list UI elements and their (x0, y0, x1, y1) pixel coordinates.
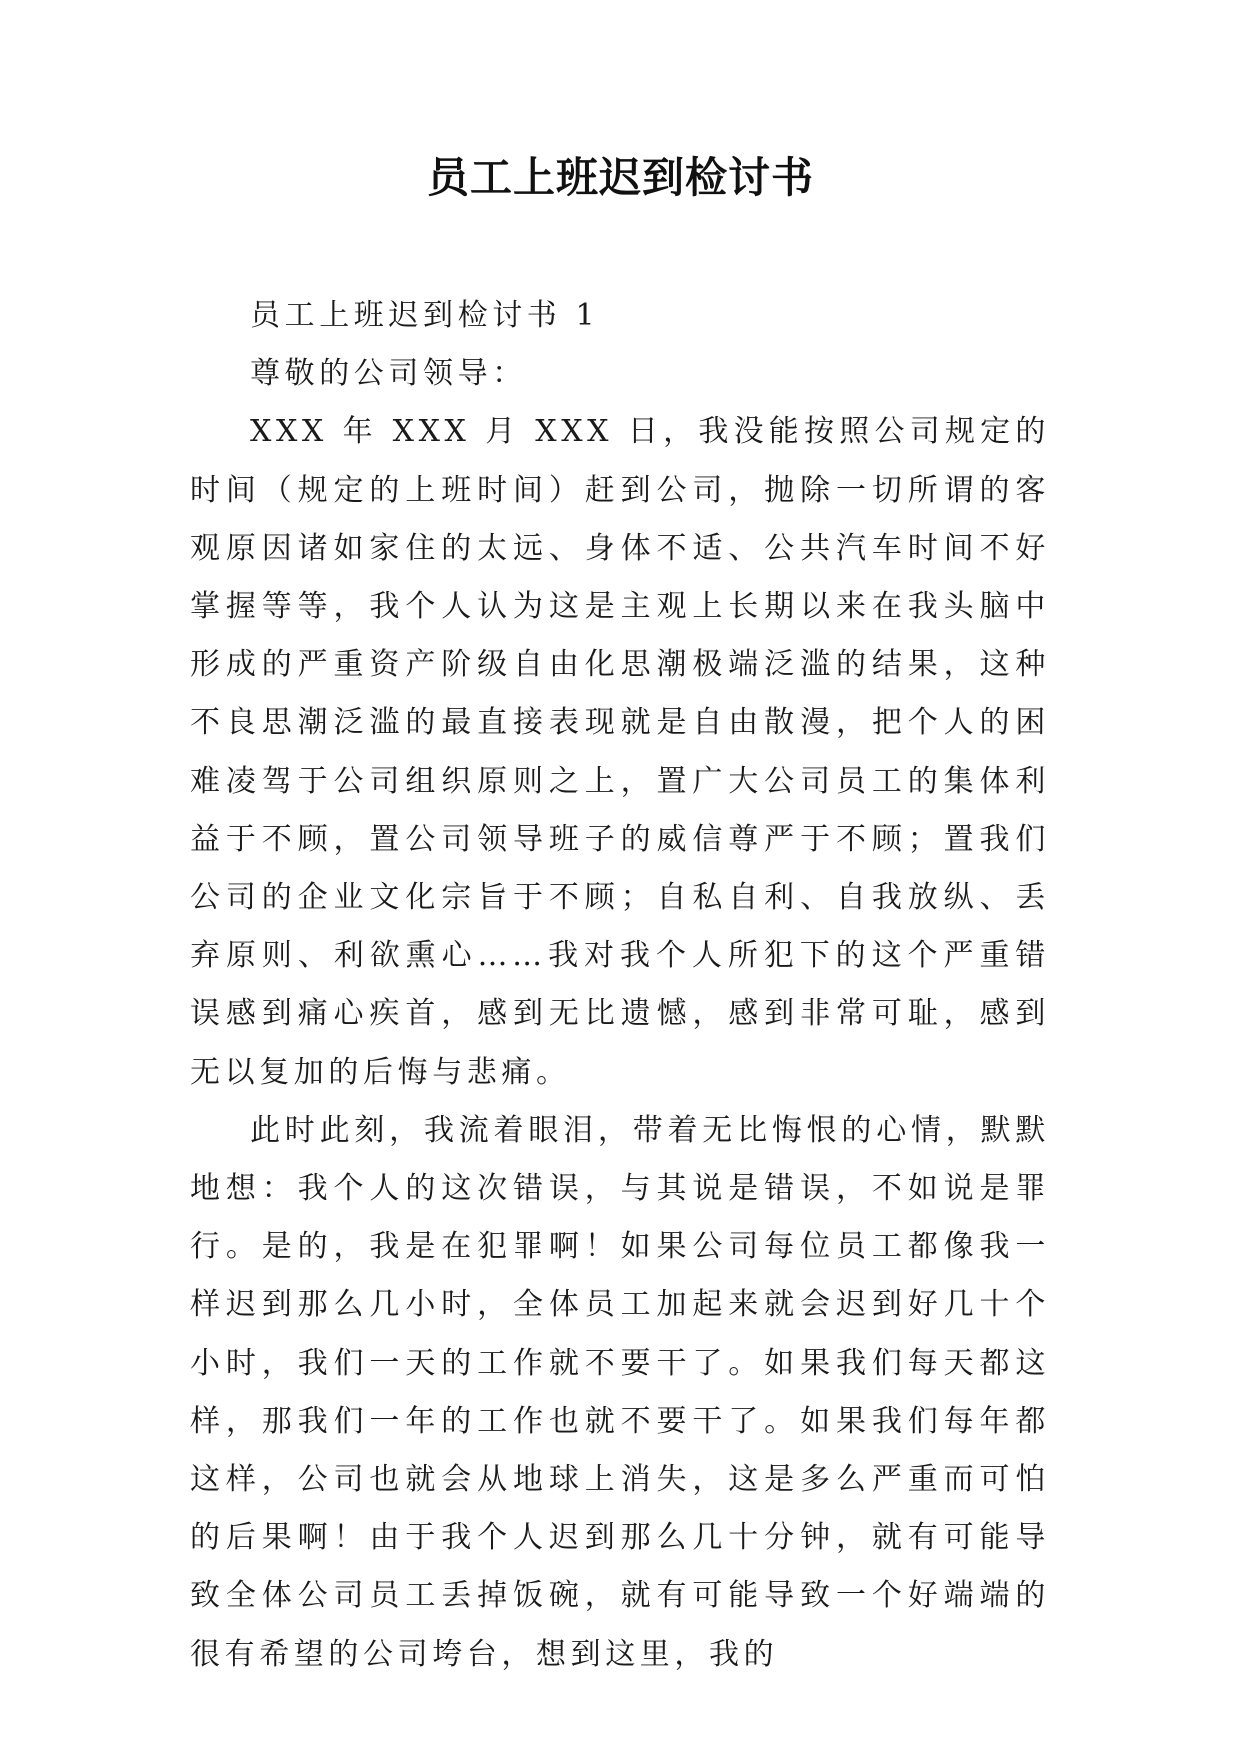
salutation: 尊敬的公司领导： (250, 356, 527, 392)
body-paragraph: XXX 年 XXX 月 XXX 日，我没能按照公司规定的时间（规定的上班时间）赶到公司，抛除一切所谓的客观原因诸如家住的太远、身体不适、公共汽车时间不好掌握等等，我个人认为这是主观上长期以来在我头脑中形成的严重资产阶级自由化思潮极端泛滥的结果，这种不良思潮泛滥的最直接表现就是自由散漫，把个人的困难凌驾于公司组织原则之上，置广大公司员工的集体利益于不顾，置公司领导班子的威信尊严于不顾；置我们公司的企业文化宗旨于不顾；自私自利、自我放纵、丢弃原则、利欲熏心……我对我个人所犯下的这个严重错误感到痛心疾首，感到无比遗憾，感到非常可耻，感到无以复加的后悔与悲痛。 (190, 414, 1050, 1090)
document-title: 员工上班迟到检讨书 (426, 153, 814, 202)
body-paragraph: 此时此刻，我流着眼泪，带着无比悔恨的心情，默默地想：我个人的这次错误，与其说是错误，不如说是罪行。是的，我是在犯罪啊！如果公司每位员工都像我一样迟到那么几小时，全体员工加起来就会迟到好几十个小时，我们一天的工作就不要干了。如果我们每天都这样，那我们一年的工作也就不要干了。如果我们每年都这样，公司也就会从地球上消失，这是多么严重而可怕的后果啊！由于我个人迟到那么几十分钟，就有可能导致全体公司员工丢掉饭碗，就有可能导致一个好端端的很有希望的公司垮台，想到这里，我的 (190, 1112, 1050, 1672)
document-subtitle: 员工上班迟到检讨书 1 (250, 298, 600, 333)
document-body (190, 287, 1050, 1684)
